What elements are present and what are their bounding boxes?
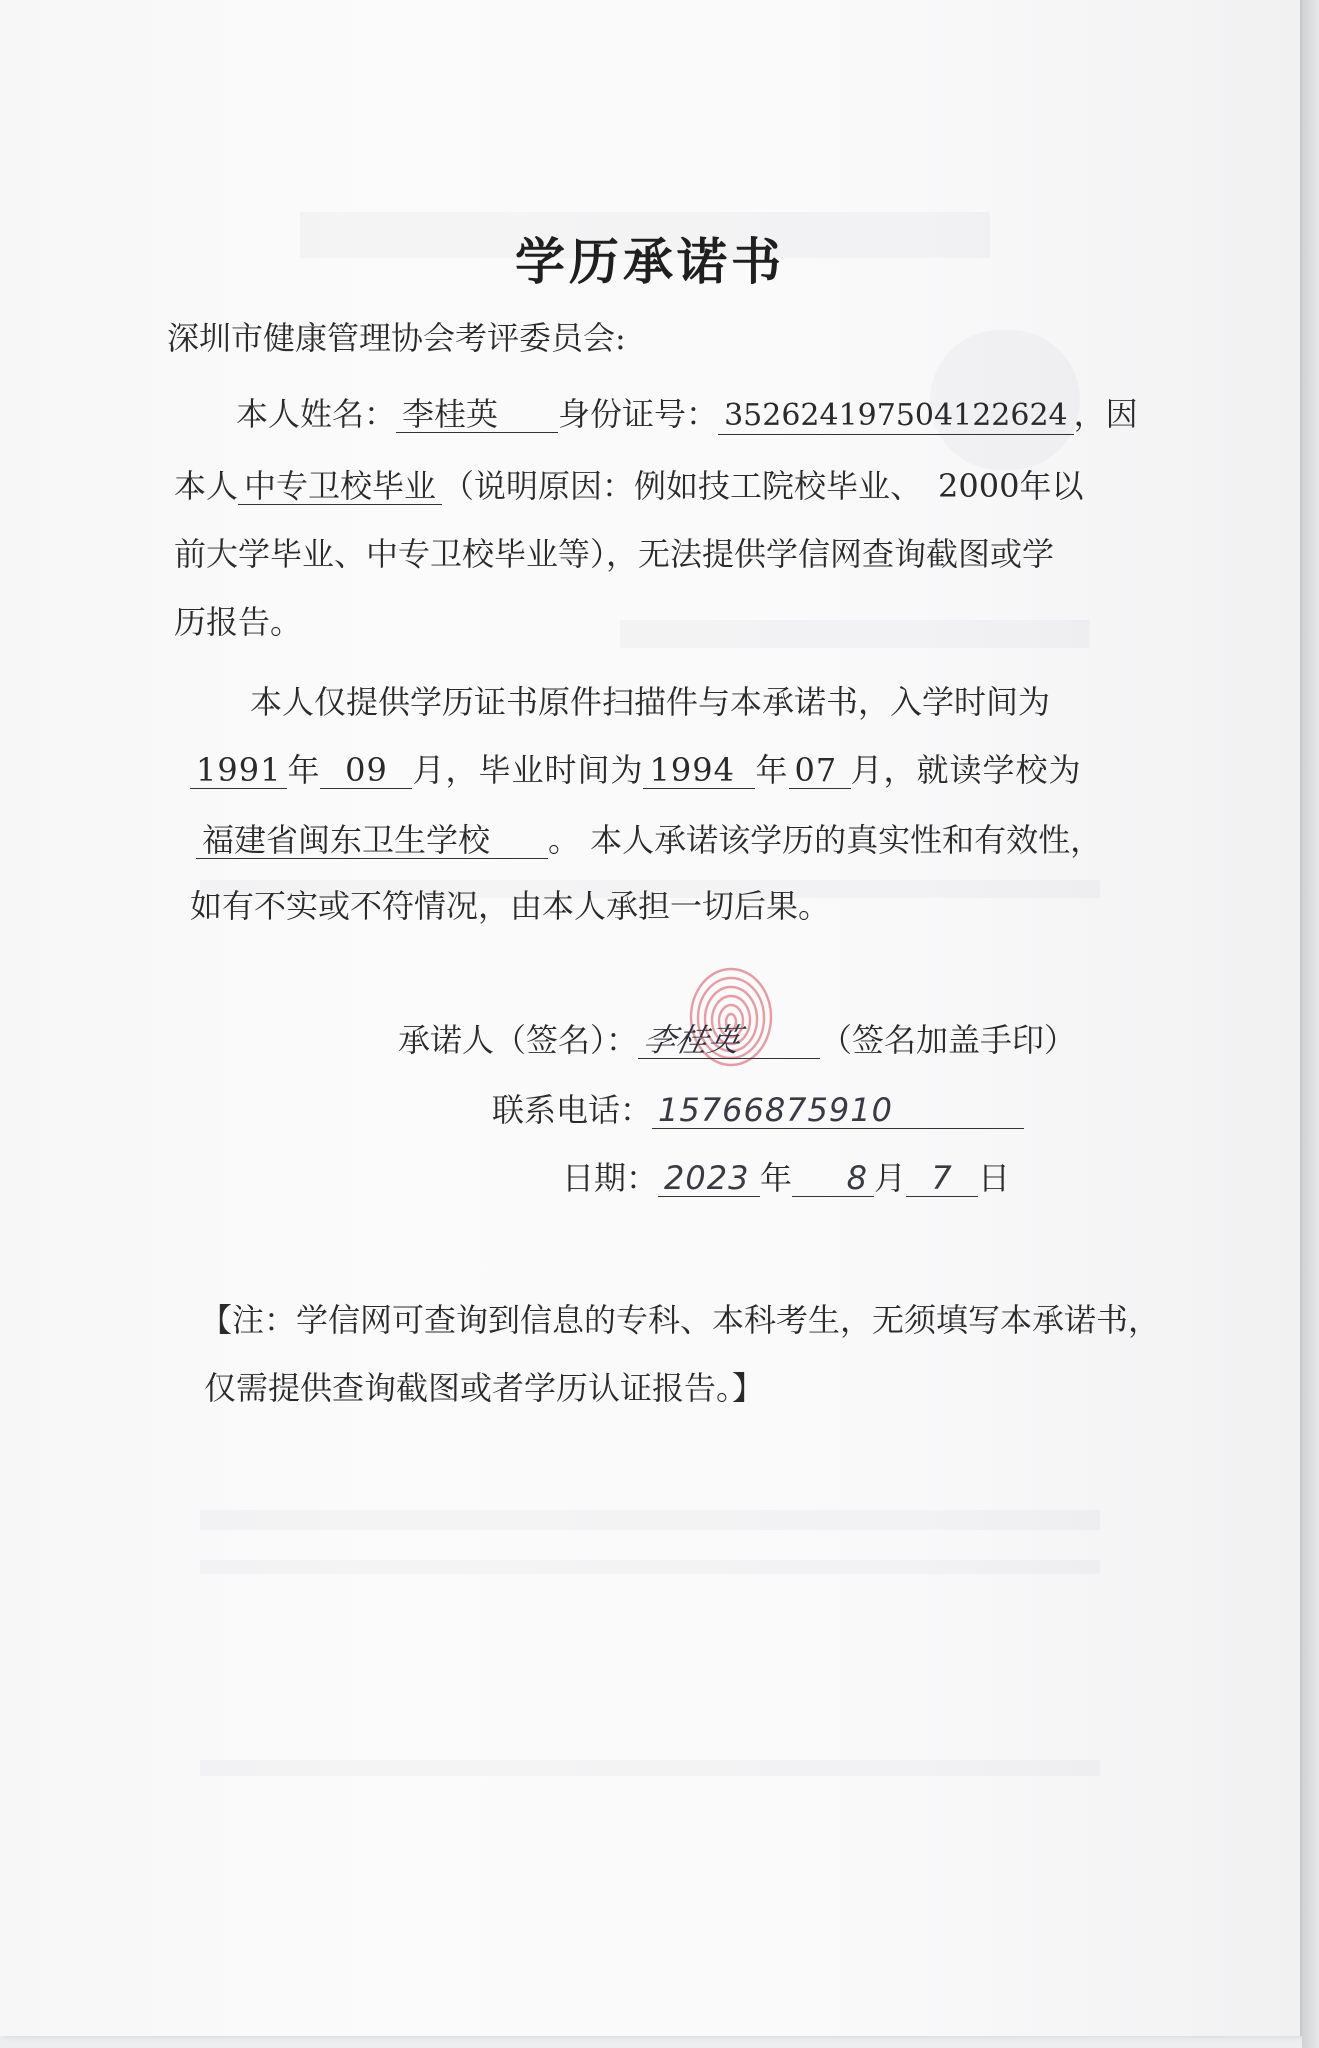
year-label: 年 — [760, 1159, 793, 1197]
date-line — [562, 1158, 1010, 1198]
para2-line3-rest: 。 本人承诺该学历的真实性和有效性， — [548, 821, 1103, 859]
enroll-year-field: 1991 — [190, 752, 287, 789]
bleed-through-mark — [200, 1510, 1100, 1530]
school-tail: ，就读学校为 — [883, 751, 1082, 789]
para1-line1: 本人姓名： 李桂英 身份证号： 352624197504122624 ，因 — [236, 395, 1138, 433]
para2-line2 — [190, 750, 1082, 790]
note-line1: 【注：学信网可查询到信息的专科、本科考生，无须填写本承诺书， — [200, 1301, 1161, 1339]
date-year-field: 2023 — [658, 1160, 760, 1197]
scan-edge-shadow — [1302, 0, 1319, 2048]
para1-line3: 前大学毕业、中专卫校毕业等），无法提供学信网查询截图或学 — [174, 535, 1055, 573]
bleed-through-mark — [200, 1560, 1100, 1574]
para1-line2-rest: （说明原因：例如技工院校毕业、 2000年以 — [442, 467, 1084, 505]
date-day-field: 7 — [906, 1160, 978, 1197]
month-label: 月 — [412, 751, 446, 789]
grad-year-field: 1994 — [643, 752, 755, 789]
year-label: 年 — [287, 751, 321, 789]
name-label: 本人姓名 — [236, 395, 365, 433]
para1-line2 — [174, 466, 1083, 506]
phone-field: 15766875910 — [652, 1092, 1024, 1129]
id-number-field: 352624197504122624 — [718, 398, 1074, 435]
date-label: 日期： — [562, 1159, 659, 1197]
para2-line1: 本人仅提供学历证书原件扫描件与本承诺书，入学时间为 — [250, 683, 1051, 721]
phone-label: 联系电话： — [492, 1091, 653, 1129]
reason-field: 中专卫校毕业 — [238, 468, 442, 505]
document-title: 学历承诺书 — [515, 232, 785, 291]
addressee: 深圳市健康管理协会考评委员会: — [167, 319, 626, 357]
signer-note: （签名加盖手印） — [820, 1021, 1077, 1059]
signer-line — [398, 1020, 1076, 1060]
grad-mid: ，毕业时间为 — [445, 751, 644, 789]
year-label: 年 — [755, 751, 789, 789]
enroll-month-field: 09 — [320, 752, 412, 789]
school-field: 福建省闽东卫生学校 — [196, 822, 548, 859]
para1-tail: ，因 — [1073, 395, 1138, 433]
note-line2: 仅需提供查询截图或者学历认证报告。】 — [204, 1369, 765, 1407]
grad-month-field: 07 — [789, 752, 851, 789]
signer-label: 承诺人（签名）： — [398, 1021, 639, 1059]
signature-field — [638, 1022, 820, 1059]
para1-line2-prefix: 本人 — [174, 467, 239, 505]
name-field: 李桂英 — [396, 396, 558, 433]
para2-line4: 如有不实或不符情况，由本人承担一切后果。 — [190, 887, 831, 925]
para1-line4: 历报告。 — [174, 603, 303, 641]
day-label: 日 — [978, 1159, 1011, 1197]
date-month-field: 8 — [792, 1160, 874, 1197]
bleed-through-mark — [200, 1760, 1100, 1776]
handwritten-signature: 李桂英 — [639, 1021, 745, 1059]
phone-line — [492, 1090, 1024, 1130]
id-label: 身份证号 — [558, 395, 687, 433]
month-label: 月 — [874, 1159, 907, 1197]
month-label: 月 — [850, 751, 884, 789]
bleed-through-mark — [620, 620, 1090, 648]
para2-line3 — [196, 820, 1102, 860]
